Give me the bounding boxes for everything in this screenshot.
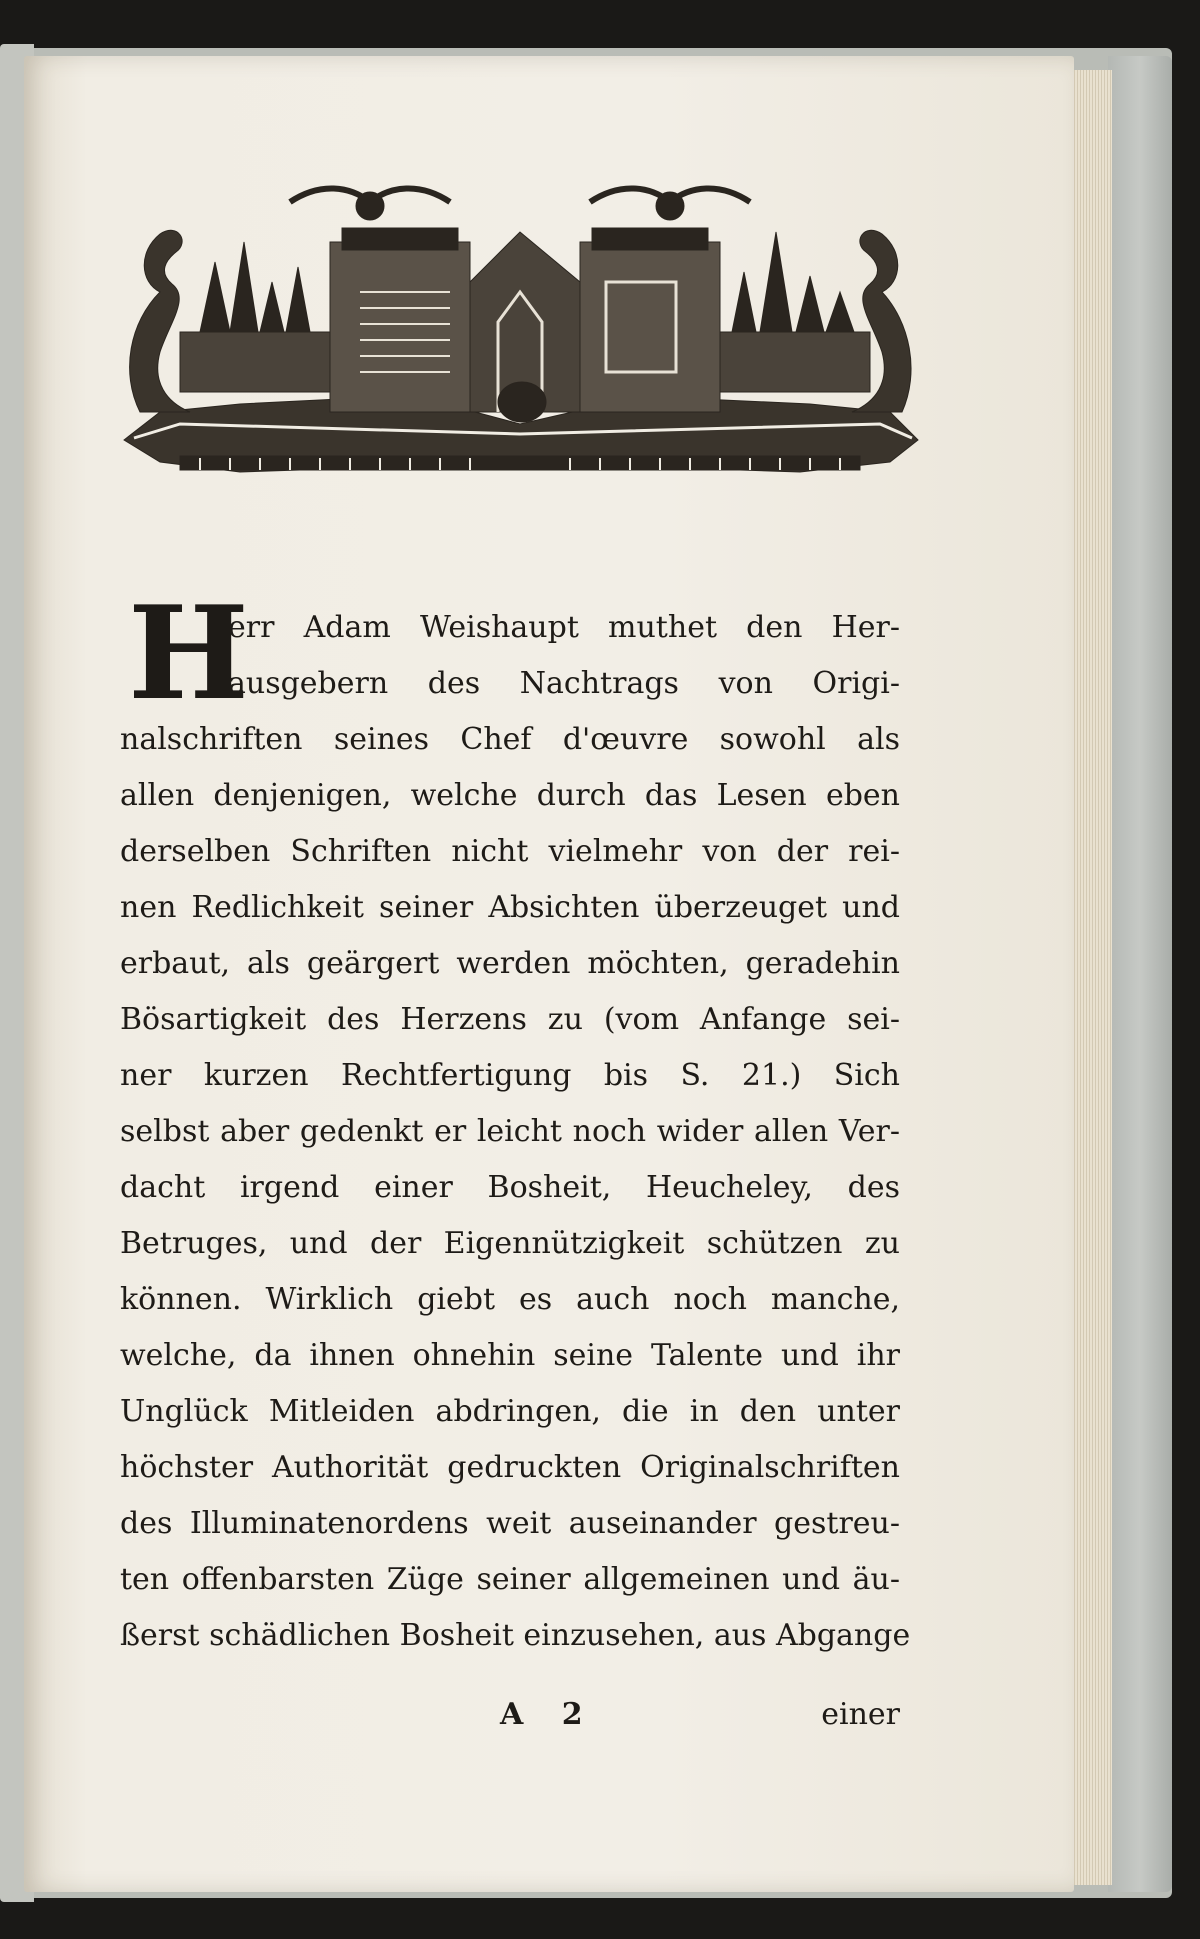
text-line: ßerst schädlichen Bosheit einzusehen, aus Abgange — [120, 1618, 911, 1653]
text-line: nen Redlichkeit seiner Absichten überzeuget und — [120, 890, 900, 925]
text-line: Bösartigkeit des Herzens zu (vom Anfange sei- — [120, 1002, 900, 1037]
text-line: erbaut, als geärgert werden möchten, geradehin — [120, 946, 900, 981]
text-line: können. Wirklich giebt es auch noch manche, — [120, 1282, 900, 1317]
signature-mark: A 2 — [500, 1697, 597, 1732]
text-line: err Adam Weishaupt muthet den Her- — [228, 610, 900, 645]
text-line: selbst aber gedenkt er leicht noch wider allen Ver- — [120, 1114, 900, 1149]
drop-cap: H — [128, 579, 249, 729]
cover-fore-edge — [1108, 56, 1172, 1892]
page-footer — [120, 1690, 900, 1740]
text-line: ten offenbarsten Züge seiner allgemeinen und äu- — [120, 1562, 900, 1597]
text-line: dacht irgend einer Bosheit, Heucheley, des — [120, 1170, 900, 1205]
text-line: allen denjenigen, welche durch das Lesen eben — [120, 778, 900, 813]
text-line: nalschriften seines Chef d'œuvre sowohl als — [120, 722, 900, 757]
text-line: Unglück Mitleiden abdringen, die in den unter — [120, 1394, 900, 1429]
text-line: ausgebern des Nachtrags von Origi- — [228, 666, 900, 701]
body-text — [120, 579, 911, 1664]
text-line: ner kurzen Rechtfertigung bis S. 21.) Sich — [120, 1058, 900, 1093]
garden-vignette-ornament — [120, 172, 922, 492]
text-line: höchster Authorität gedruckten Originalschriften — [120, 1450, 900, 1485]
text-line: derselben Schriften nicht vielmehr von der rei- — [120, 834, 900, 869]
text-line: Betruges, und der Eigennützigkeit schützen zu — [120, 1226, 900, 1261]
text-line: des Illuminatenordens weit auseinander gestreu- — [120, 1506, 900, 1541]
text-line: welche, da ihnen ohnehin seine Talente und ihr — [120, 1338, 900, 1373]
catchword: einer — [821, 1697, 900, 1732]
